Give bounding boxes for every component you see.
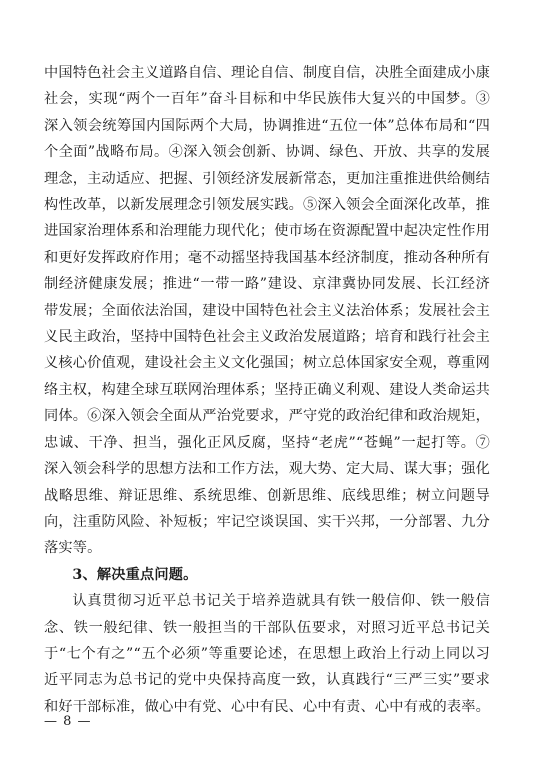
section-heading: 3、解决重点问题。 xyxy=(72,566,198,583)
document-body xyxy=(44,60,490,720)
page-number: — 8 — xyxy=(44,714,92,729)
body-paragraph: 认真贯彻习近平总书记关于培养造就具有铁一般信仰、铁一般信念、铁一般纪律、铁一般担当的干部队伍要求，对照习近平总书记关于“七个有之”“五个必须”等重要论述，在思想上政治上行动上同以习近平同志为总书记的党中央保持高度一致，认真践行“三严三实”要求和好干部标准，做心中有党、心中有民、心中有责、心中有戒的表率。 xyxy=(44,593,491,715)
body-paragraph-continued: 中国特色社会主义道路自信、理论自信、制度自信，决胜全面建成小康社会，实现“两个一百年”奋斗目标和中华民族伟大复兴的中国梦。③深入领会统筹国内国际两个大局，协调推进“五位一体”总体布局和“四个全面”战略布局。④深入领会创新、协调、绿色、开放、共享的发展理念，主动适应、把握、引领经济发展新常态，更加注重推进供给侧结构性改革，以新发展理念引领发展实践。⑤深入领会全面深化改革，推进国家治理体系和治理能力现代化；使市场在资源配置中起决定性作用和更好发挥政府作用；毫不动摇坚持我国基本经济制度，推动各种所有制经济健康发展；推进“一带一路”建设、京津冀协同发展、长江经济带发展；全面依法治国，建设中国特色社会主义法治体系；发展社会主义民主政治，坚持中国特色社会主义政治发展道路；培育和践行社会主义核心价值观，建设社会主义文化强国；树立总体国家安全观，尊重网络主权，构建全球互联网治理体系；坚持正确义利观、建设人类命运共同体。⑥深入领会全面从严治党要求，严守党的政治纪律和政治规矩，忠诚、干净、担当，强化正风反腐，坚持“老虎”“苍蝇”一起打等。⑦深入领会科学的思想方法和工作方法，观大势、定大局、谋大事；强化战略思维、辩证思维、系统思维、创新思维、底线思维；树立问题导向，注重防风险、补短板；牢记空谈误国、实干兴邦，一分部署、九分落实等。 xyxy=(44,65,491,557)
